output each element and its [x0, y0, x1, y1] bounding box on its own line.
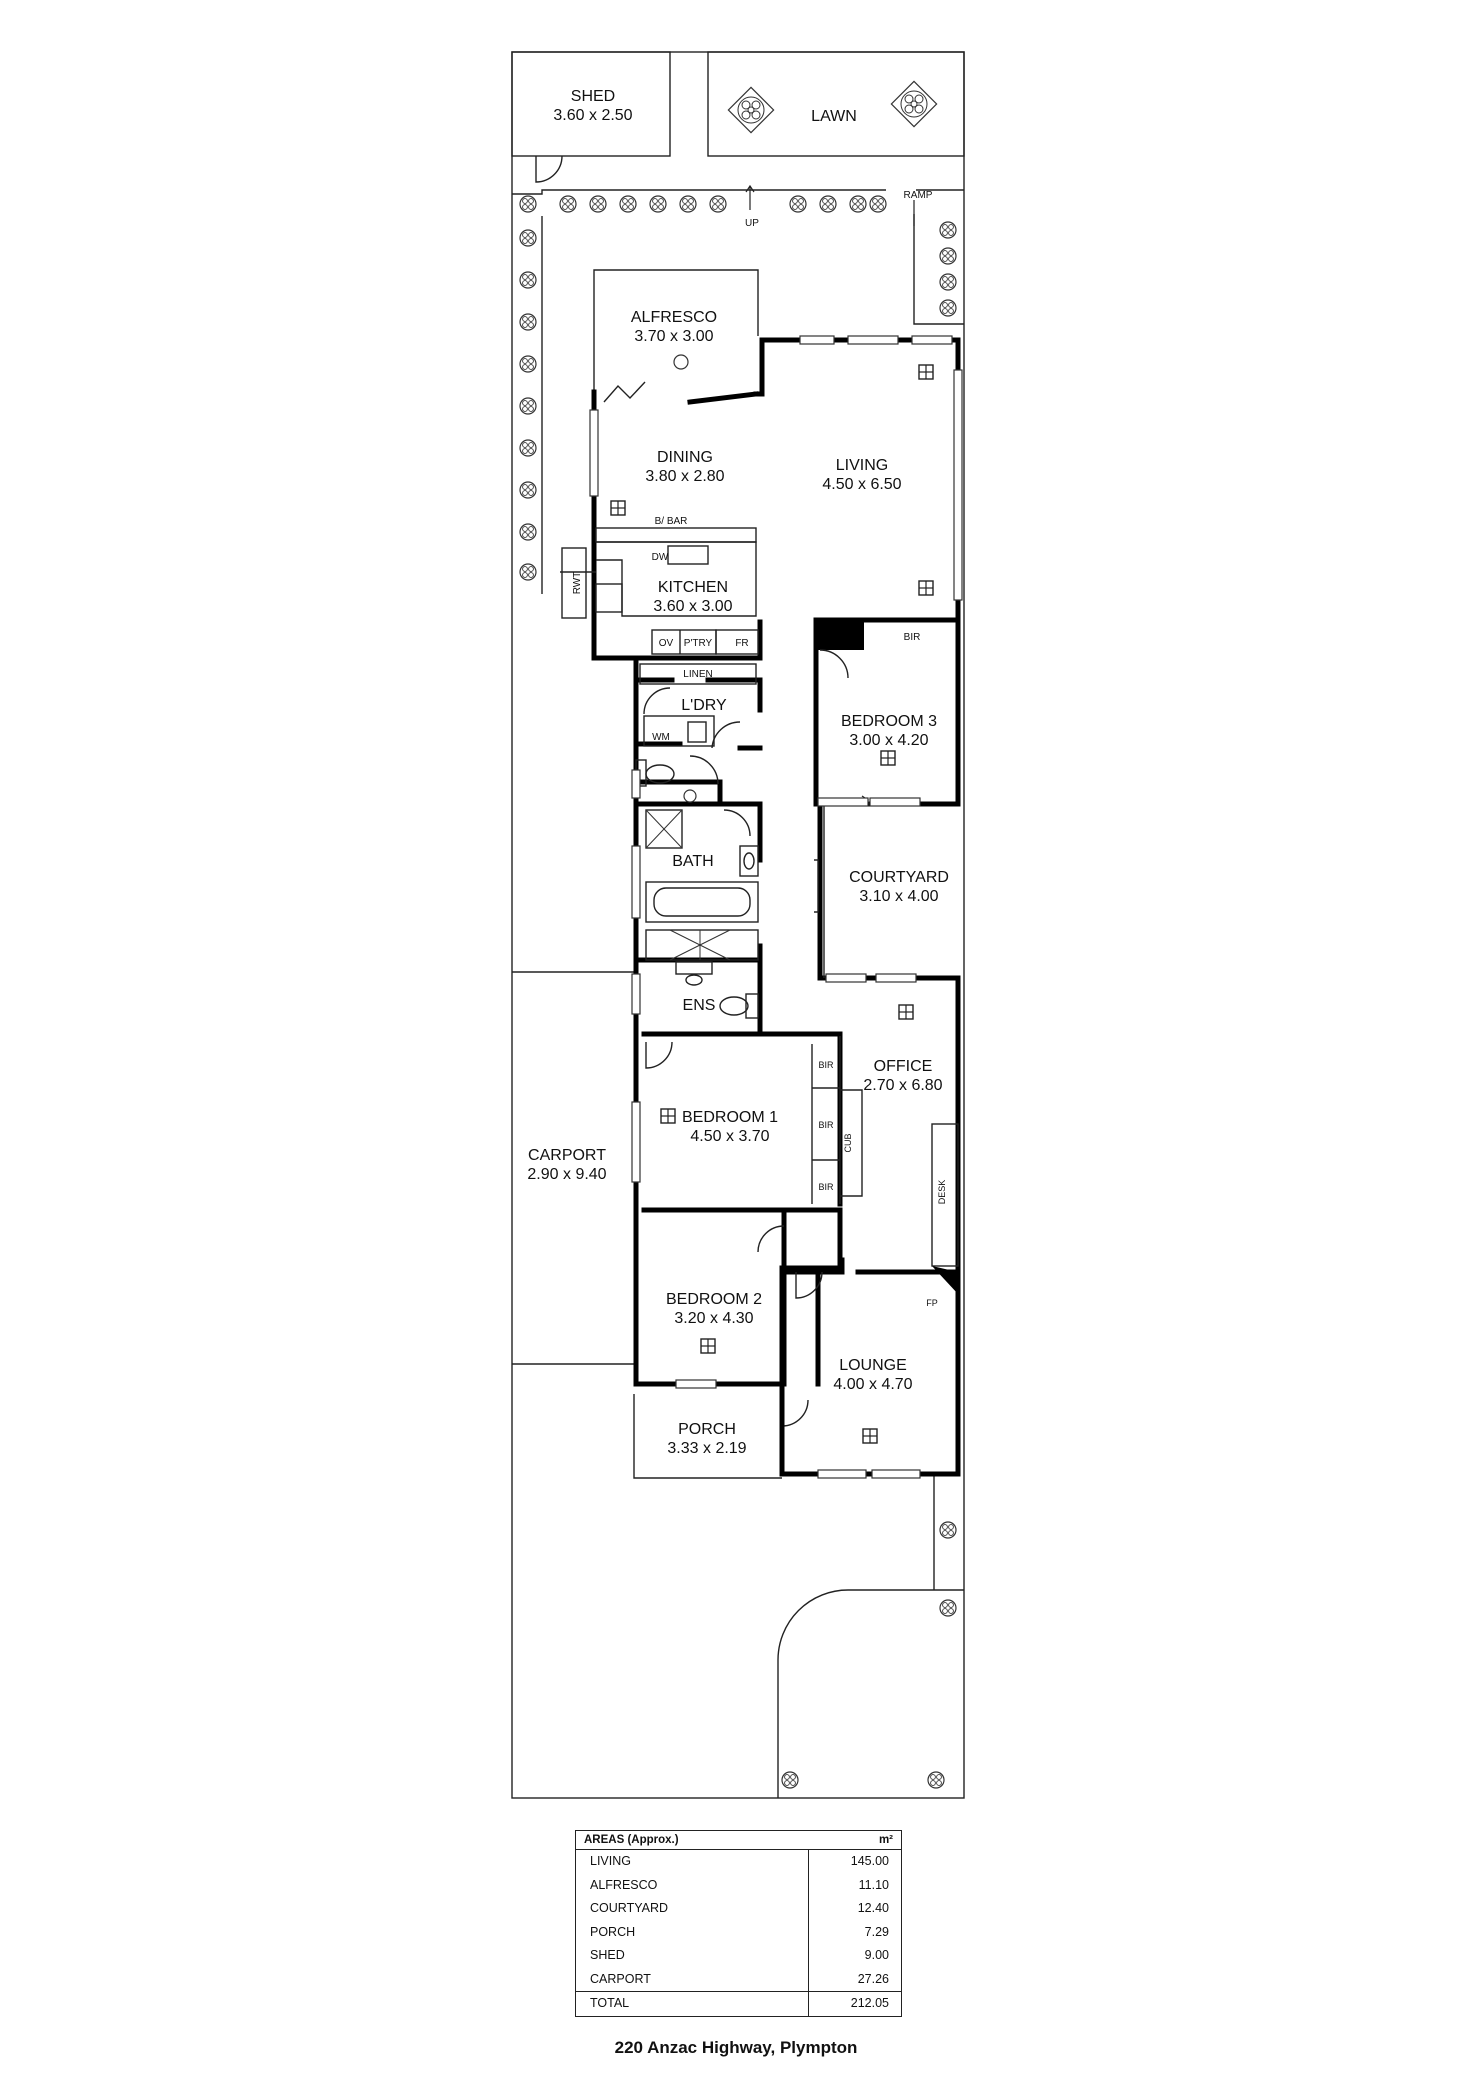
room-name: CARPORT [528, 1147, 606, 1164]
bir-label: BIR [818, 1120, 834, 1130]
lawn-shrub-icon [891, 81, 936, 126]
room-size: 2.70 x 6.80 [863, 1077, 943, 1094]
dw-label: DW [651, 552, 669, 563]
areas-row [576, 1944, 901, 1968]
room-name: LIVING [835, 457, 889, 474]
lawn-shrub-icon [728, 87, 773, 132]
room-size: 3.20 x 4.30 [674, 1310, 754, 1327]
wall-pier [816, 620, 864, 650]
room-name: PORCH [678, 1421, 736, 1438]
area-name: COURTYARD [590, 1901, 669, 1915]
room-size: 3.10 x 4.00 [859, 888, 939, 905]
areas-total-row [576, 1991, 901, 2016]
areas-table-unit: m² [878, 1834, 893, 1846]
area-name: LIVING [590, 1854, 631, 1868]
lawn-outline [708, 52, 964, 156]
rwt-label: RWT [572, 571, 583, 595]
linen-label: LINEN [683, 669, 713, 680]
porch-door-icon [782, 1400, 808, 1426]
room-name: OFFICE [873, 1058, 933, 1075]
room-name: COURTYARD [849, 869, 949, 886]
driveway-edge [778, 1590, 964, 1798]
room-size: 3.33 x 2.19 [667, 1440, 747, 1457]
area-value: 7.29 [808, 1921, 901, 1945]
areas-table [575, 1830, 902, 2017]
desk-label: DESK [937, 1179, 947, 1205]
room-size: 3.80 x 2.80 [645, 468, 725, 485]
areas-table-header [576, 1831, 901, 1850]
area-name: PORCH [590, 1924, 636, 1939]
areas-row [576, 1968, 901, 1992]
room-size: 3.00 x 4.20 [849, 732, 929, 749]
bifold-door-icon [604, 382, 645, 402]
ramp-label: RAMP [903, 190, 933, 201]
up-label: UP [745, 218, 759, 229]
area-name: ALFRESCO [590, 1877, 658, 1892]
areas-row [576, 1874, 901, 1898]
area-total-value: 212.05 [808, 1992, 901, 2016]
room-name: BATH [672, 853, 714, 870]
bbar-label: B/ BAR [654, 516, 688, 527]
room-name: ALFRESCO [630, 309, 718, 326]
door-icon [820, 650, 848, 678]
area-value: 27.26 [808, 1968, 901, 1992]
room-name: SHED [570, 88, 616, 105]
bir-label: BIR [818, 1060, 834, 1070]
room-size: 4.50 x 3.70 [690, 1128, 770, 1145]
area-value: 145.00 [808, 1850, 901, 1874]
area-total-name: TOTAL [590, 1996, 630, 2010]
area-name: SHED [590, 1948, 625, 1962]
door-icon [646, 1042, 672, 1068]
wm-label: WM [652, 732, 670, 743]
cub-label: CUB [843, 1133, 853, 1153]
room-name: ENS [682, 997, 716, 1014]
room-name: BEDROOM 2 [665, 1291, 763, 1308]
areas-row [576, 1897, 901, 1921]
garden-shrubs [520, 196, 956, 1788]
fr-label: FR [735, 638, 749, 649]
garden-bed-edge [512, 190, 964, 194]
room-size: 4.00 x 4.70 [833, 1376, 913, 1393]
bir-label: BIR [818, 1182, 834, 1192]
areas-row [576, 1921, 901, 1945]
door-icon [758, 1226, 784, 1252]
ptry-label: P'TRY [683, 638, 713, 649]
room-size: 3.60 x 3.00 [653, 598, 733, 615]
room-size: 4.50 x 6.50 [822, 476, 902, 493]
area-name: CARPORT [590, 1971, 651, 1986]
room-name: BEDROOM 3 [840, 713, 938, 730]
shed-door-icon [536, 156, 562, 182]
wall [690, 394, 756, 402]
ceiling-fan-icon [674, 355, 688, 369]
room-size: 3.60 x 2.50 [553, 107, 633, 124]
room-name: L'DRY [681, 697, 727, 714]
area-value: 12.40 [808, 1897, 901, 1921]
room-name: DINING [657, 449, 713, 466]
room-size: 2.90 x 9.40 [527, 1166, 607, 1183]
room-name: LOUNGE [839, 1357, 907, 1374]
room-size: 3.70 x 3.00 [634, 328, 714, 345]
room-name: BEDROOM 1 [681, 1109, 779, 1126]
site-boundary [512, 52, 964, 1798]
area-value: 11.10 [808, 1874, 901, 1898]
window-icon [814, 860, 818, 912]
areas-table-title: AREAS (Approx.) [584, 1834, 679, 1846]
bir-label: BIR [903, 632, 921, 643]
areas-row [576, 1850, 901, 1874]
room-name: KITCHEN [657, 579, 729, 596]
room-name: LAWN [811, 108, 857, 125]
property-address: 220 Anzac Highway, Plympton [614, 2038, 858, 2057]
area-value: 9.00 [808, 1944, 901, 1968]
ov-label: OV [658, 638, 674, 649]
exterior-walls [594, 340, 958, 1474]
fp-label: FP [926, 1298, 938, 1308]
